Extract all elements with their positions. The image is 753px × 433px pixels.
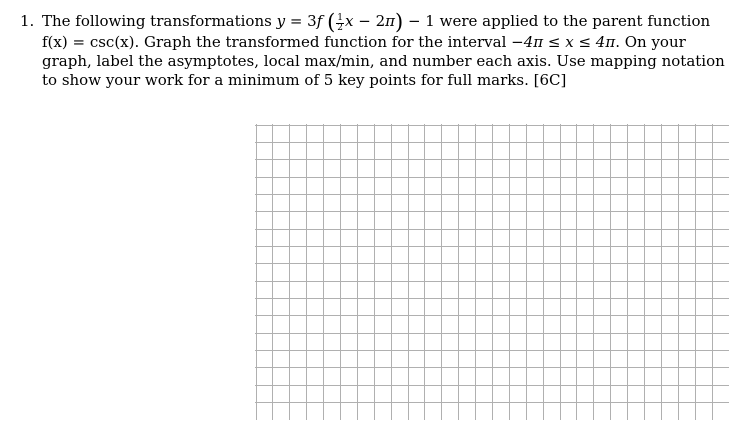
question-rest: . On your graph, label the asymptotes, local max/min, and number each axis. Use mapping notation to show your work for a minimum of 5 key points for full marks. [6C] <box>42 33 725 89</box>
question-intro: The following transformations <box>42 12 277 30</box>
graph-grid[interactable] <box>255 124 729 420</box>
eq-pi: π <box>385 12 395 30</box>
eq-y: y <box>276 12 286 30</box>
question-interval: −4π ≤ x ≤ 4π <box>511 33 616 51</box>
eq-fraction <box>336 14 344 33</box>
question-number: 1. <box>20 12 35 30</box>
question-1 <box>20 12 735 90</box>
eq-paren-open: ( <box>327 10 336 34</box>
eq-minus: − 2 <box>353 12 386 30</box>
eq-paren-close: ) <box>395 10 404 34</box>
question-mid: were applied to the parent function f(x) = csc(x). Graph the transformed function for the interval <box>42 12 711 51</box>
eq-x: x <box>345 12 354 30</box>
eq-frac-num: 1 <box>337 13 344 23</box>
eq-tail: − 1 <box>403 12 435 30</box>
eq-f: f <box>316 12 323 30</box>
question-text <box>42 12 735 90</box>
eq-equals: = 3 <box>285 12 317 30</box>
eq-frac-den: 2 <box>337 23 344 33</box>
graph-paper[interactable] <box>255 124 729 420</box>
